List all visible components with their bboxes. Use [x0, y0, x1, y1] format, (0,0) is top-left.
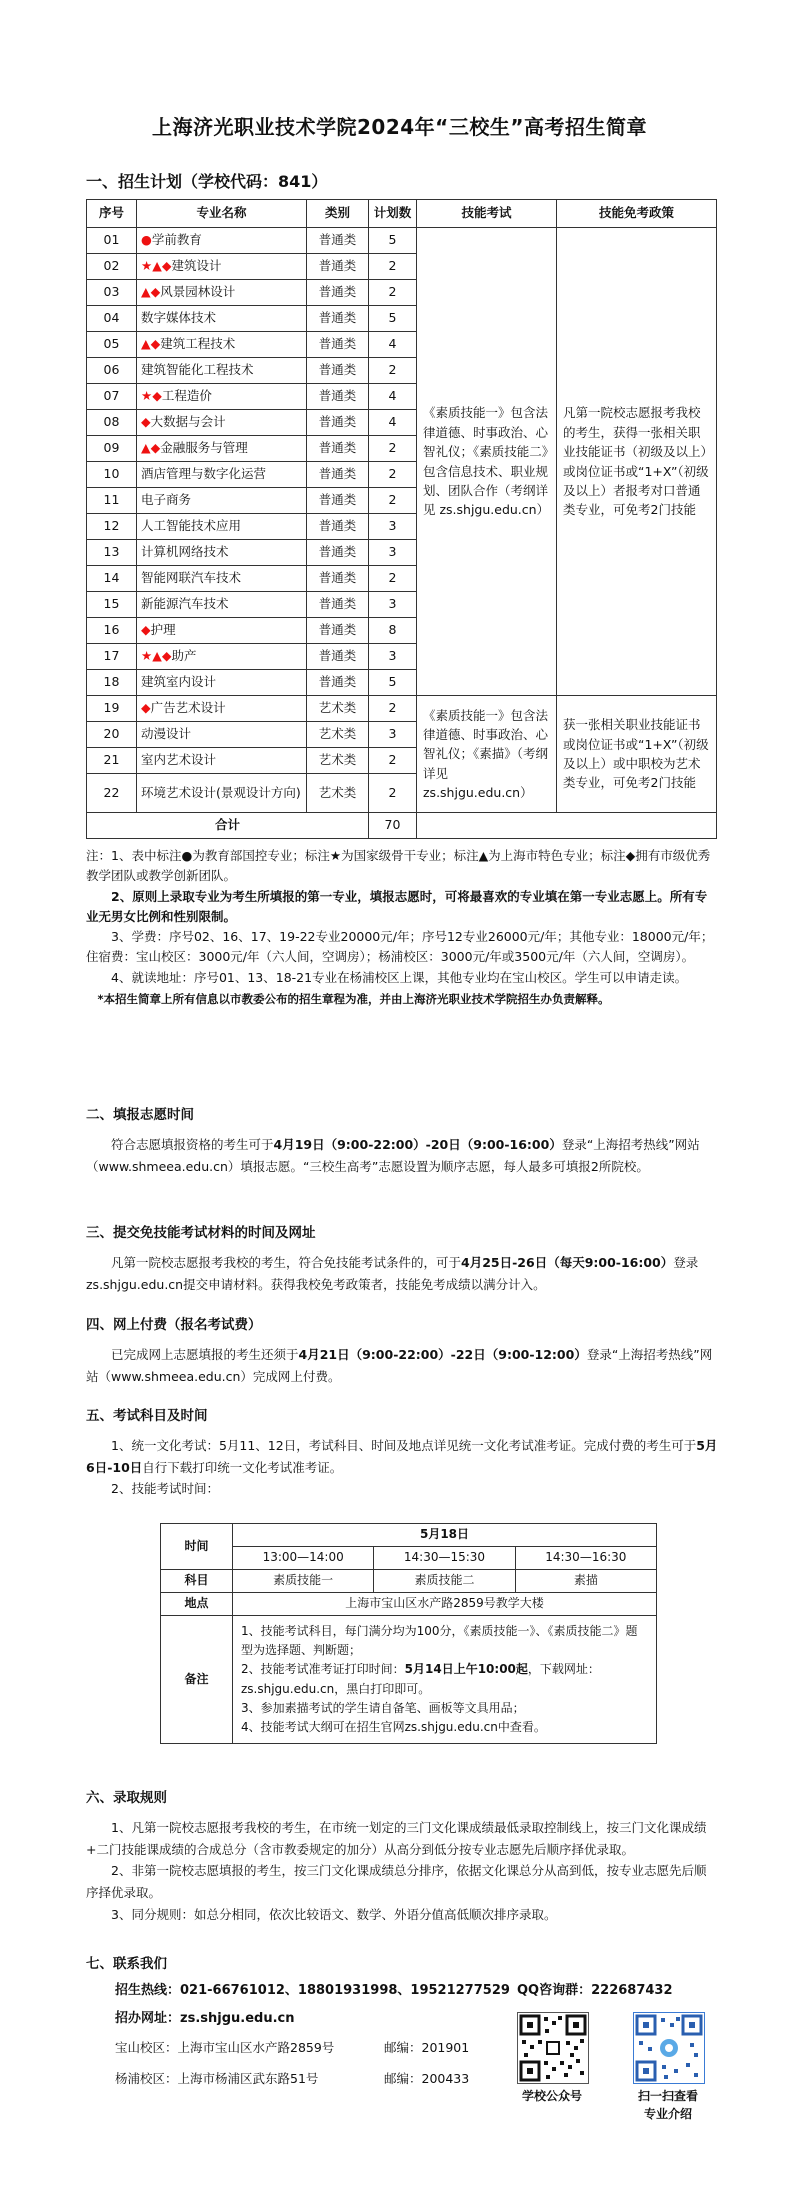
- total-row: [87, 813, 717, 839]
- row-category: 普通类: [307, 254, 369, 280]
- row-major: [137, 280, 307, 306]
- row-category: 普通类: [307, 436, 369, 462]
- row-no: 13: [87, 540, 137, 566]
- row-category: 普通类: [307, 332, 369, 358]
- section-6-heading: 六、录取规则: [86, 1790, 167, 1806]
- row-major: [137, 670, 307, 696]
- row-no: 09: [87, 436, 137, 462]
- major-mark: ▲◆: [141, 284, 161, 300]
- row-count: 2: [369, 774, 417, 813]
- row-no: 03: [87, 280, 137, 306]
- row-no: 05: [87, 332, 137, 358]
- remark-2-a: 2、技能考试准考证打印时间：: [241, 1662, 405, 1677]
- section-5: [86, 1405, 718, 1500]
- row-no: 14: [87, 566, 137, 592]
- s5-date: 5月6日-10日: [86, 1437, 718, 1475]
- major-name: 建筑设计: [171, 258, 222, 274]
- header-major: 专业名称: [137, 200, 307, 228]
- row-category: 普通类: [307, 462, 369, 488]
- major-mark: ▲◆: [141, 336, 161, 352]
- note-2: 2、原则上录取专业为考生所填报的第一专业，填报志愿时，可将最喜欢的专业填在第一专业志愿上。所有专业无男女比例和性别限制。: [86, 888, 708, 924]
- remark-4: 4、技能考试大纲可在招生官网zs.shjgu.edu.cn中查看。: [241, 1719, 546, 1734]
- row-count: 2: [369, 488, 417, 514]
- major-name: 学前教育: [151, 232, 202, 248]
- row-no: 22: [87, 774, 137, 813]
- row-count: 3: [369, 540, 417, 566]
- row-count: 5: [369, 670, 417, 696]
- row-major: [137, 410, 307, 436]
- skill-policy-general: 凡第一院校志愿报考我校的考生，获得一张相关职业技能证书（初级及以上）或岗位证书或“1+X”（初级及以上）者报考对口普通类专业，可免考2门技能: [557, 228, 717, 696]
- major-name: 建筑智能化工程技术: [141, 362, 254, 378]
- row-category: 普通类: [307, 644, 369, 670]
- section-2-text: [86, 1134, 718, 1178]
- row-category: 普通类: [307, 566, 369, 592]
- row-category: 普通类: [307, 670, 369, 696]
- row-major: [137, 384, 307, 410]
- row-count: 2: [369, 696, 417, 722]
- row-count: 4: [369, 384, 417, 410]
- section-4: [86, 1314, 718, 1387]
- qq-number: 222687432: [591, 1983, 673, 1998]
- major-name: 助产: [171, 648, 197, 664]
- major-name: 酒店管理与数字化运营: [141, 466, 267, 482]
- row-no: 15: [87, 592, 137, 618]
- row-count: 8: [369, 618, 417, 644]
- row-count: 2: [369, 280, 417, 306]
- s2-date: 4月19日（9:00-22:00）-20日（9:00-16:00）: [273, 1136, 562, 1152]
- total-label: 合计: [87, 813, 369, 839]
- major-mark: ★▲◆: [141, 258, 172, 274]
- row-major: [137, 254, 307, 280]
- row-major: [137, 618, 307, 644]
- section-5-heading: 五、考试科目及时间: [86, 1408, 208, 1424]
- major-name: 动漫设计: [141, 726, 192, 742]
- major-mark: ▲◆: [141, 440, 161, 456]
- row-major: [137, 722, 307, 748]
- exam-slot-2: 14:30—15:30: [374, 1547, 515, 1570]
- notes-block: [86, 846, 718, 1008]
- s5-text-a: 1、统一文化考试：5月11、12日，考试科目、时间及地点详见统一文化考试准考证。完成付费的考生可于: [111, 1437, 697, 1453]
- row-category: 普通类: [307, 228, 369, 254]
- major-name: 新能源汽车技术: [141, 596, 229, 612]
- exam-slot-1: 13:00—14:00: [233, 1547, 374, 1570]
- s4-text-c: 登录“上海招考热线”网站（www.shmeea.edu.cn）完成网上付费。: [86, 1346, 713, 1384]
- remark-1: 1、技能考试科目，每门满分均为100分，《素质技能一》、《素质技能二》题型为选择题、判断题；: [241, 1624, 638, 1658]
- exam-date: 5月18日: [233, 1524, 657, 1547]
- row-no: 21: [87, 748, 137, 774]
- exam-time-label: 时间: [161, 1524, 233, 1570]
- row-no: 18: [87, 670, 137, 696]
- exam-slot-3: 14:30—16:30: [515, 1547, 656, 1570]
- major-name: 计算机网络技术: [141, 544, 229, 560]
- exam-subject-3: 素描: [515, 1570, 656, 1593]
- major-intro-qr-caption-1: 扫一扫查看: [637, 2089, 698, 2103]
- header-category: 类别: [307, 200, 369, 228]
- row-category: 普通类: [307, 306, 369, 332]
- major-mark: ●: [141, 232, 152, 248]
- row-major: [137, 748, 307, 774]
- skill-policy-art: 获一张相关职业技能证书或岗位证书或“1+X”（初级及以上）或中职校为艺术类专业，可免考2门技能: [557, 696, 717, 813]
- section-7-heading: 七、联系我们: [86, 1956, 167, 1972]
- total-value: 70: [369, 813, 417, 839]
- row-count: 4: [369, 410, 417, 436]
- exam-subject-label: 科目: [161, 1570, 233, 1593]
- s4-date: 4月21日（9:00-22:00）-22日（9:00-12:00）: [298, 1346, 587, 1362]
- admission-website: [115, 2010, 294, 2029]
- major-mark: ★▲◆: [141, 648, 172, 664]
- row-major: [137, 644, 307, 670]
- note-1: 注：1、表中标注●为教育部国控专业；标注★为国家级骨干专业；标注▲为上海市特色专业；标注◆拥有市级优秀教学团队或教学创新团队。: [86, 848, 711, 884]
- header-count: 计划数: [369, 200, 417, 228]
- row-count: 3: [369, 514, 417, 540]
- table-row: [87, 228, 717, 254]
- section-3-heading: 三、提交免技能考试材料的时间及网址: [86, 1225, 316, 1241]
- row-no: 04: [87, 306, 137, 332]
- row-category: 艺术类: [307, 774, 369, 813]
- skill-exam-table: [160, 1523, 657, 1744]
- baoshan-zip: 邮编：201901: [384, 2040, 470, 2055]
- row-major: [137, 332, 307, 358]
- row-no: 06: [87, 358, 137, 384]
- table-body: [87, 228, 717, 839]
- section-3: [86, 1222, 718, 1295]
- skill-exam-art: 《素质技能一》包含法律道德、时事政治、心智礼仪；《素描》（考纲详见 zs.shjgu.edu.cn）: [417, 696, 557, 813]
- major-name: 金融服务与管理: [160, 440, 248, 456]
- row-count: 2: [369, 254, 417, 280]
- major-name: 风景园林设计: [160, 284, 236, 300]
- row-no: 10: [87, 462, 137, 488]
- row-count: 2: [369, 566, 417, 592]
- section-6-p1: 1、凡第一院校志愿报考我校的考生，在市统一划定的三门文化课成绩最低录取控制线上，按三门文化课成绩+二门技能课成绩的合成总分（含市教委规定的加分）从高分到低分按专业志愿先后顺序择优录取。: [86, 1819, 707, 1857]
- qq-label: QQ咨询群：: [517, 1983, 592, 1998]
- row-no: 07: [87, 384, 137, 410]
- major-name: 广告艺术设计: [150, 700, 226, 716]
- section-4-heading: 四、网上付费（报名考试费）: [86, 1317, 262, 1333]
- baoshan-address: 宝山校区：上海市宝山区水产路2859号: [115, 2040, 335, 2055]
- row-category: 普通类: [307, 540, 369, 566]
- row-no: 08: [87, 410, 137, 436]
- row-no: 01: [87, 228, 137, 254]
- row-count: 2: [369, 748, 417, 774]
- section-5-p1: [86, 1435, 718, 1479]
- row-count: 4: [369, 332, 417, 358]
- section-4-text: [86, 1344, 718, 1388]
- major-name: 建筑室内设计: [141, 674, 217, 690]
- row-count: 3: [369, 722, 417, 748]
- major-mark: ◆: [141, 622, 151, 638]
- major-mark: ★◆: [141, 388, 162, 404]
- section-7-heading-wrap: [86, 1953, 718, 1983]
- remark-2-time: 5月14日上午10:00起: [404, 1662, 528, 1677]
- row-category: 普通类: [307, 384, 369, 410]
- exam-remark-label: 备注: [161, 1616, 233, 1744]
- row-major: [137, 774, 307, 813]
- row-major: [137, 566, 307, 592]
- major-name: 人工智能技术应用: [141, 518, 242, 534]
- major-mark: ◆: [141, 700, 151, 716]
- wechat-qr-caption: 学校公众号: [521, 2089, 582, 2103]
- major-name: 电子商务: [141, 492, 192, 508]
- row-major: [137, 488, 307, 514]
- section-1-heading: 一、招生计划（学校代码：841）: [86, 172, 328, 191]
- section-6-p2: 2、非第一院校志愿填报的考生，按三门文化课成绩总分排序，依据文化课总分从高到低，按专业志愿先后顺序择优录取。: [86, 1863, 707, 1901]
- row-category: 普通类: [307, 280, 369, 306]
- header-exemption: 技能免考政策: [557, 200, 717, 228]
- section-6-p3: 3、同分规则：如总分相同，依次比较语文、数学、外语分值高低顺次排序录取。: [111, 1907, 557, 1923]
- major-name: 智能网联汽车技术: [141, 570, 242, 586]
- row-major: [137, 592, 307, 618]
- major-name: 室内艺术设计: [141, 752, 217, 768]
- major-name: 建筑工程技术: [160, 336, 236, 352]
- remark-2: [241, 1660, 648, 1698]
- table-header-row: [87, 200, 717, 228]
- exam-subject-2: 素质技能二: [374, 1570, 515, 1593]
- website-label: 招办网址：: [115, 2011, 181, 2026]
- row-category: 普通类: [307, 514, 369, 540]
- row-major: [137, 358, 307, 384]
- row-category: 普通类: [307, 488, 369, 514]
- row-major: [137, 306, 307, 332]
- row-count: 3: [369, 592, 417, 618]
- section-2-heading: 二、填报志愿时间: [86, 1107, 194, 1123]
- row-category: 普通类: [307, 410, 369, 436]
- note-disclaimer: *本招生简章上所有信息以市教委公布的招生章程为准，并由上海济光职业技术学院招生办负责解释。: [97, 991, 610, 1006]
- note-4: 4、就读地址：序号01、13、18-21专业在杨浦校区上课，其他专业均在宝山校区。学生可以申请走读。: [111, 969, 688, 985]
- row-major: [137, 696, 307, 722]
- row-major: [137, 462, 307, 488]
- row-category: 艺术类: [307, 696, 369, 722]
- s2-text-c: 登录“上海招考热线”网站（www.shmeea.edu.cn）填报志愿。“三校生高考”志愿设置为顺序志愿，每人最多可填报2所院校。: [86, 1136, 700, 1174]
- row-category: 艺术类: [307, 722, 369, 748]
- yangpu-zip: 邮编：200433: [384, 2071, 470, 2086]
- major-intro-qr-code-icon: [633, 2012, 705, 2084]
- total-empty: [417, 813, 717, 839]
- row-category: 普通类: [307, 592, 369, 618]
- row-no: 19: [87, 696, 137, 722]
- qq-group: [517, 1982, 673, 2001]
- remark-3: 3、参加素描考试的学生请自备笔、画板等文具用品；: [241, 1700, 525, 1715]
- row-no: 20: [87, 722, 137, 748]
- yangpu-address: 杨浦校区：上海市杨浦区武东路51号: [115, 2071, 319, 2086]
- skill-exam-general: 《素质技能一》包含法律道德、时事政治、心智礼仪；《素质技能二》包含信息技术、职业规划、团队合作（考纲详见 zs.shjgu.edu.cn）: [417, 228, 557, 696]
- section-3-text: [86, 1252, 718, 1296]
- row-count: 2: [369, 358, 417, 384]
- s2-text-a: 符合志愿填报资格的考生可于: [111, 1136, 274, 1152]
- row-major: [137, 540, 307, 566]
- row-category: 普通类: [307, 358, 369, 384]
- hotline-numbers: 021-66761012、18801931998、19521277529: [180, 1983, 510, 1998]
- major-name: 护理: [150, 622, 176, 638]
- exam-place-label: 地点: [161, 1593, 233, 1616]
- major-name: 工程造价: [161, 388, 212, 404]
- section-5-p2: 2、技能考试时间：: [111, 1481, 219, 1497]
- row-no: 16: [87, 618, 137, 644]
- row-no: 02: [87, 254, 137, 280]
- exam-place: 上海市宝山区水产路2859号教学大楼: [233, 1593, 657, 1616]
- s3-text-c: 登录zs.shjgu.edu.cn提交申请材料。获得我校免考政策者，技能免考成绩以满分计入。: [86, 1254, 699, 1292]
- website-url[interactable]: zs.shjgu.edu.cn: [180, 2011, 295, 2026]
- hotline-label: 招生热线：: [115, 1983, 181, 1998]
- s5-text-c: 自行下载打印统一文化考试准考证。: [142, 1459, 343, 1475]
- section-2: [86, 1104, 718, 1177]
- row-no: 11: [87, 488, 137, 514]
- header-skill-exam: 技能考试: [417, 200, 557, 228]
- row-major: [137, 436, 307, 462]
- row-major: [137, 228, 307, 254]
- row-no: 17: [87, 644, 137, 670]
- row-category: 普通类: [307, 618, 369, 644]
- exam-remarks: [233, 1616, 657, 1744]
- row-category: 艺术类: [307, 748, 369, 774]
- exam-subject-1: 素质技能一: [233, 1570, 374, 1593]
- remark-2-c: ，下载网址：zs.shjgu.edu.cn，黑白打印即可。: [241, 1662, 600, 1696]
- row-no: 12: [87, 514, 137, 540]
- major-mark: ◆: [141, 414, 151, 430]
- hotline: [115, 1982, 510, 2001]
- row-count: 3: [369, 644, 417, 670]
- table-row: [87, 696, 717, 722]
- s3-text-a: 凡第一院校志愿报考我校的考生，符合免技能考试条件的，可于: [111, 1254, 462, 1270]
- note-3: 3、学费：序号02、16、17、19-22专业20000元/年；序号12专业26000元/年；其他专业：18000元/年；住宿费：宝山校区：3000元/年（六人间，空调房）；杨浦校区：3000元/年或3500元/年（六人间，空调房）。: [86, 929, 714, 965]
- wechat-qr-code-icon: [517, 2012, 589, 2084]
- s4-text-a: 已完成网上志愿填报的考生还须于: [111, 1346, 299, 1362]
- enrollment-plan-table: [86, 199, 717, 839]
- row-count: 5: [369, 228, 417, 254]
- section-6: [86, 1787, 718, 1926]
- row-count: 5: [369, 306, 417, 332]
- major-name: 数字媒体技术: [141, 310, 217, 326]
- header-no: 序号: [87, 200, 137, 228]
- row-major: [137, 514, 307, 540]
- row-count: 2: [369, 462, 417, 488]
- major-intro-qr-caption-2: 专业介绍: [643, 2107, 692, 2121]
- major-name: 大数据与会计: [150, 414, 226, 430]
- row-count: 2: [369, 436, 417, 462]
- page-title: 上海济光职业技术学院2024年“三校生”高考招生简章: [152, 115, 647, 139]
- s3-date: 4月25日-26日（每天9:00-16:00）: [461, 1254, 674, 1270]
- major-name: 环境艺术设计(景观设计方向): [141, 784, 301, 800]
